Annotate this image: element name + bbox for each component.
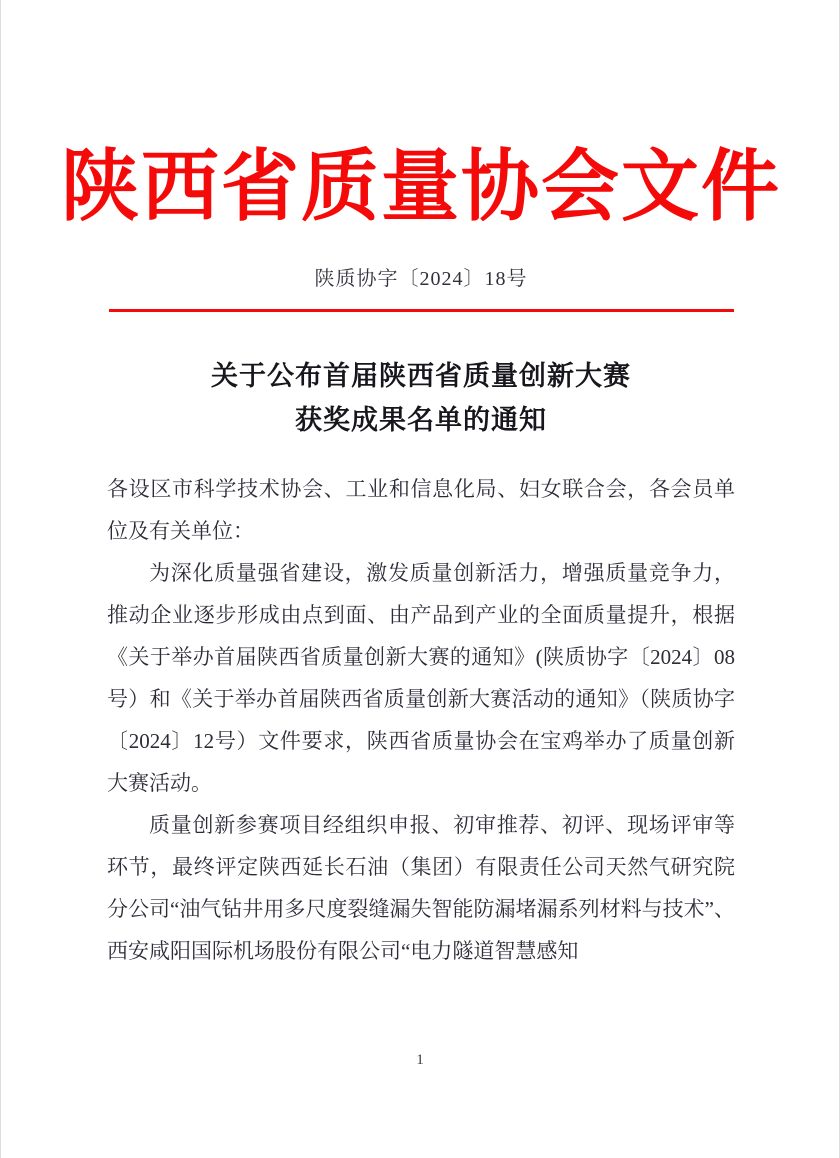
addressee-line: 各设区市科学技术协会、工业和信息化局、妇女联合会，各会员单位及有关单位： [107, 477, 735, 543]
document-content [1, 0, 840, 972]
title-line-1: 关于公布首届陕西省质量创新大赛 [211, 361, 631, 391]
document-body [107, 468, 735, 972]
red-divider-rule [109, 309, 734, 312]
body-paragraph-1: 为深化质量强省建设，激发质量创新活力，增强质量竞争力，推动企业逐步形成由点到面、由产品到产业的全面质量提升，根据《关于举办首届陕西省质量创新大赛的通知》(陕质协字〔2024〕08号）和《关于举办首届陕西省质量创新大赛活动的通知》（陕质协字〔2024〕12号）文件要求，陕西省质量协会在宝鸡举办了质量创新大赛活动。 [107, 561, 735, 795]
document-number: 陕质协字〔2024〕18号 [314, 268, 528, 290]
masthead-title: 陕西省质量协会文件 [60, 143, 781, 230]
document-title [1, 354, 840, 442]
body-paragraph-2: 质量创新参赛项目经组织申报、初审推荐、初评、现场评审等环节，最终评定陕西延长石油（集团）有限责任公司天然气研究院分公司“油气钻井用多尺度裂缝漏失智能防漏堵漏系列材料与技术”、西安咸阳国际机场股份有限公司“电力隧道智慧感知 [107, 813, 735, 963]
page-number: 1 [416, 1052, 424, 1068]
title-line-2: 获奖成果名单的通知 [295, 405, 547, 435]
